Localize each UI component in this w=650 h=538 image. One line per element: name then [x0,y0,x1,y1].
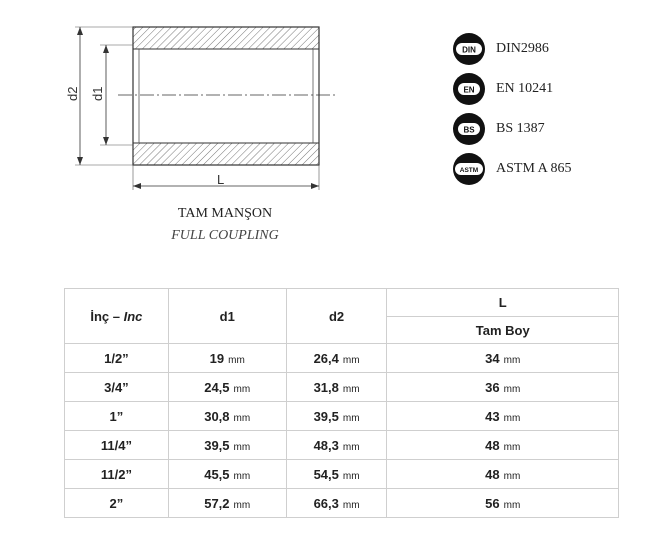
cell-d2-value: 66,3 [313,495,339,511]
cell-size-value: 3/4” [104,379,129,395]
cell-size-value: 1” [109,408,124,424]
cell-size [65,373,169,402]
cell-d1-value: 45,5 [204,466,230,482]
cell-l-value: 56 [485,495,500,511]
table-body [65,344,619,518]
cell-size [65,402,169,431]
l-label: L [217,172,225,187]
cell-l-value: 43 [485,408,500,424]
cell-d1-unit: mm [233,470,251,482]
cell-d2 [286,344,387,373]
cell-d2-unit: mm [342,441,360,453]
cell-d2-value: 39,5 [313,408,339,424]
astm-badge-icon [452,152,486,186]
cell-d2 [286,489,387,518]
standard-bs-label: BS 1387 [496,121,545,136]
standard-din-label: DIN2986 [496,41,549,56]
table-row [65,489,619,518]
cell-size [65,344,169,373]
cell-size-value: 11/4” [100,437,132,453]
cell-d1-value: 39,5 [204,437,230,453]
cell-l [387,431,619,460]
table-row [65,344,619,373]
cell-d1-unit: mm [233,499,251,511]
standard-en [452,71,553,107]
table-row [65,460,619,489]
cell-d2-value: 54,5 [313,466,339,482]
cell-d2-unit: mm [342,470,360,482]
header-l-sub: Tam Boy [387,317,619,344]
cell-d2 [286,402,387,431]
cell-l [387,489,619,518]
cell-d1-unit: mm [233,383,251,395]
cell-l-unit: mm [503,499,521,511]
cell-d1 [168,344,286,373]
cell-d2-value: 31,8 [313,379,339,395]
svg-text:DIN: DIN [462,45,476,55]
table-row [65,431,619,460]
cell-size-value: 11/2” [100,466,132,482]
cell-d1-unit: mm [228,354,245,366]
l-dimension [133,165,319,190]
cell-d1 [168,402,286,431]
cell-d2 [286,460,387,489]
cell-d2 [286,373,387,402]
header-size-tr: İnç – [90,308,120,324]
cell-size [65,460,169,489]
cell-l [387,402,619,431]
cell-size-value: 2” [109,495,124,511]
table-row [65,373,619,402]
cell-d1 [168,460,286,489]
cell-l-value: 36 [485,379,500,395]
dimensions-table [64,288,619,518]
cell-l-value: 34 [485,350,500,366]
en-badge-icon [452,72,486,106]
bs-badge-icon [452,112,486,146]
cell-d1-value: 19 [209,350,225,366]
cell-size [65,431,169,460]
cell-l-unit: mm [503,412,521,424]
cell-d1-unit: mm [233,441,251,453]
header-d1: d1 [168,289,286,344]
table-row [65,402,619,431]
standard-astm-label: ASTM A 865 [496,161,572,176]
cell-d1 [168,373,286,402]
cell-l [387,373,619,402]
svg-text:ASTM: ASTM [459,167,479,174]
product-subtitle: FULL COUPLING [171,228,279,243]
cell-l [387,344,619,373]
cell-l-value: 48 [485,437,500,453]
cell-d2-unit: mm [342,499,360,511]
cell-d1-unit: mm [233,412,251,424]
standard-en-label: EN 10241 [496,81,554,96]
svg-text:BS: BS [463,125,475,135]
cell-d1 [168,431,286,460]
cell-l-unit: mm [503,441,521,453]
svg-text:EN: EN [463,85,475,95]
table-header-row [65,289,619,317]
header-size [65,289,169,344]
standard-din [452,31,549,67]
cell-d2-value: 26,4 [313,350,339,366]
header-l: L [387,289,619,317]
cell-l-unit: mm [503,383,521,395]
d2-label: d2 [65,86,80,101]
cell-d1-value: 30,8 [204,408,230,424]
cell-d1 [168,489,286,518]
cell-d2-unit: mm [342,383,360,395]
coupling-body [133,27,319,165]
cell-size-value: 1/2” [104,350,129,366]
cell-d2 [286,431,387,460]
header-d2: d2 [286,289,387,344]
product-title: TAM MANŞON [177,206,273,221]
cell-d2-value: 48,3 [313,437,339,453]
standard-bs [452,111,545,147]
cell-l [387,460,619,489]
cell-l-unit: mm [503,354,521,366]
cell-l-unit: mm [503,470,521,482]
cell-size [65,489,169,518]
header-size-en: Inc [123,308,143,324]
standard-astm [452,151,571,187]
cell-l-value: 48 [485,466,500,482]
d1-label: d1 [90,86,105,101]
cell-d2-unit: mm [342,412,360,424]
cell-d2-unit: mm [342,354,360,366]
din-badge-icon [452,32,486,66]
cell-d1-value: 57,2 [204,495,230,511]
cell-d1-value: 24,5 [204,379,230,395]
